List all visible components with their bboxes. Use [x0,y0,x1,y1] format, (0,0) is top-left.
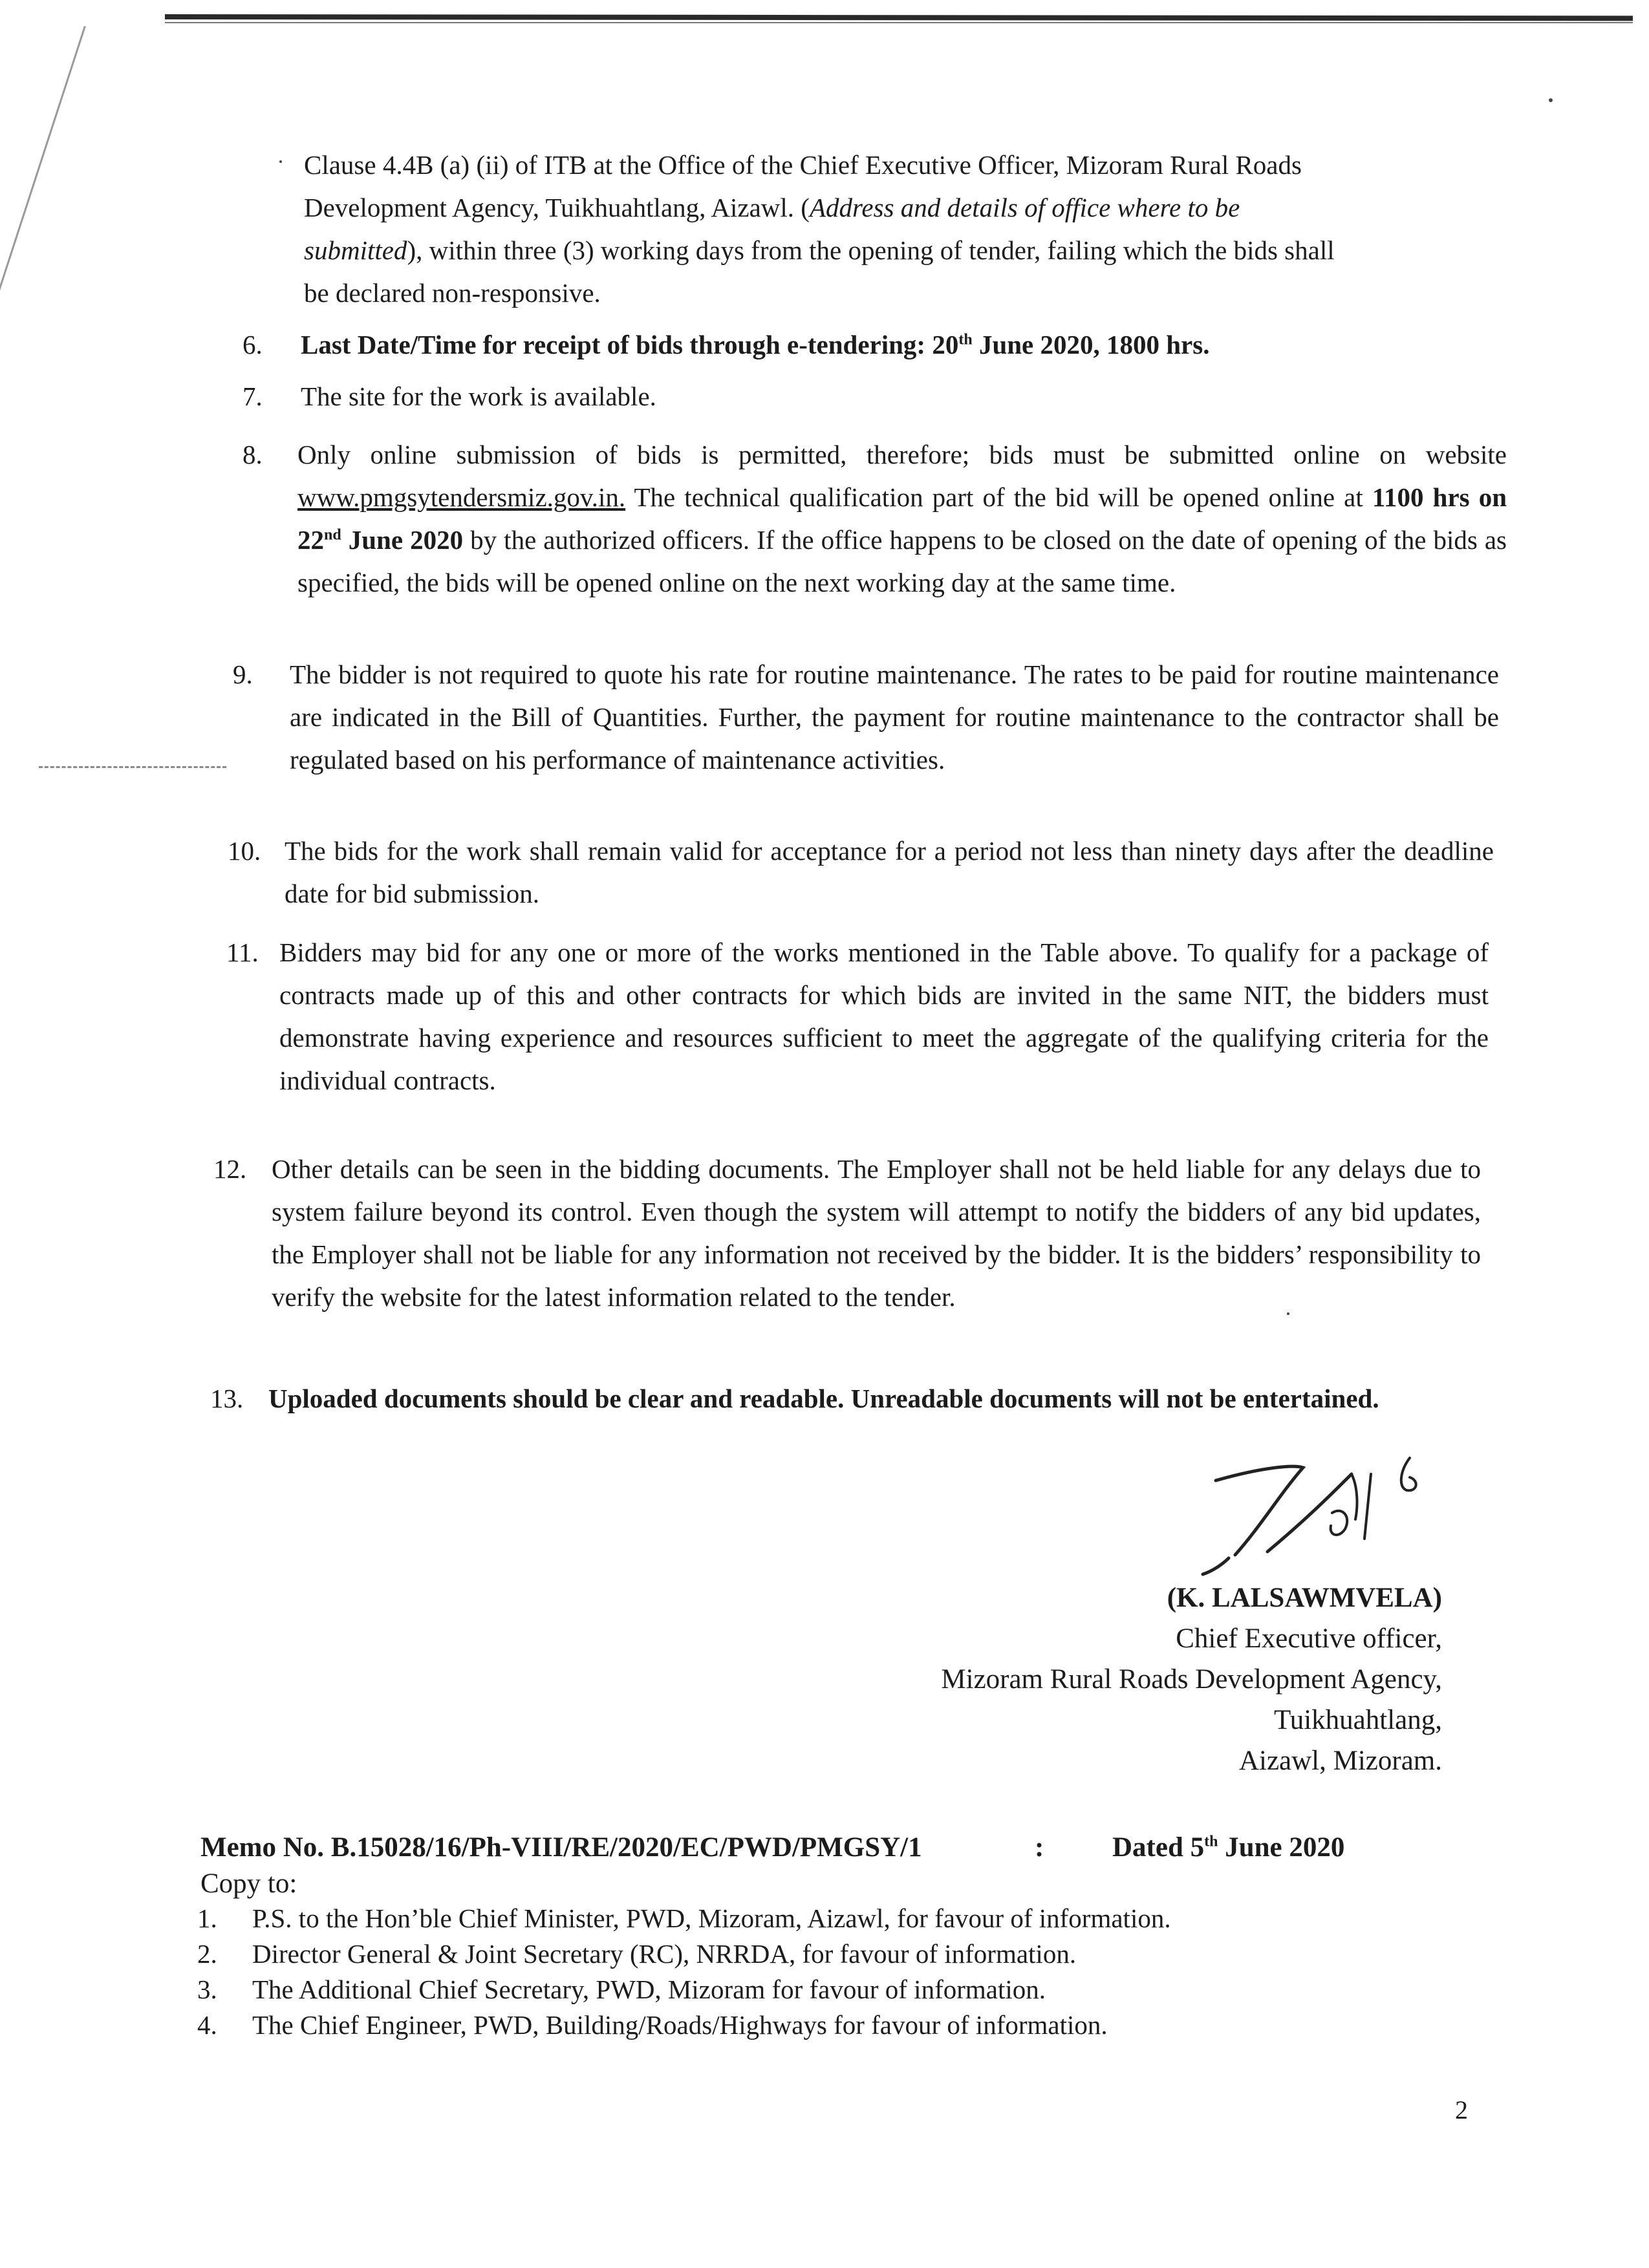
item-8-text [297,433,1507,604]
list-item [197,1936,1426,1972]
intro-line-4: be declared non-responsive. [304,278,601,308]
list-item [197,1972,1426,2007]
memo-date-sup: th [1204,1833,1218,1850]
copy-text: Director General & Joint Secretary (RC), NRRDA, for favour of information. [252,1939,1077,1969]
scan-edge-line-secondary [165,22,1633,23]
scan-edge-line [165,14,1633,21]
page-number: 2 [1455,2095,1468,2124]
intro-paragraph [304,144,1513,314]
copy-number: 2. [197,1939,217,1969]
copy-list [197,1901,1426,2043]
item-6-bold-after: June 2020, 1800 hrs. [972,330,1210,359]
copy-text: The Additional Chief Secretary, PWD, Mizoram for favour of information. [252,1974,1046,2004]
item-number: 13. [210,1384,244,1413]
copy-text: P.S. to the Hon’ble Chief Minister, PWD, Mizoram, Aizawl, for favour of information. [252,1903,1171,1933]
memo-date-prefix: Dated 5 [1112,1832,1205,1863]
item-number: 10. [228,836,261,866]
scan-dash-mark [39,766,226,768]
item-number: 8. [242,440,263,469]
memo-date-suffix: June 2020 [1218,1832,1345,1863]
item-8-sup: nd [324,526,341,544]
memo-date [1112,1830,1344,1866]
item-8-bold-a: 1100 hrs on 22 [297,482,1507,555]
list-item [197,2007,1426,2043]
item-8-bold-b: June 2020 [341,525,464,555]
signatory-designation: Chief Executive officer, [1176,1623,1442,1654]
intro-line-2-italic: Address and details of office where to be [809,193,1240,222]
item-9-text: The bidder is not required to quote his rate for routine maintenance. The rates to be paid for routine maintenance are indicated in the Bill of Quantities. Further, the payment for routine maintenance to the contractor shall be regulated based on his performance of maintenance activities. [290,659,1499,775]
item-number: 6. [242,330,263,359]
signatory-block [666,1578,1442,1781]
copy-text: The Chief Engineer, PWD, Building/Roads/Highways for favour of information. [252,2010,1108,2040]
item-6-bold: Last Date/Time for receipt of bids through e-tendering: 20 [301,330,959,359]
item-7-text: The site for the work is available. [301,381,656,411]
memo-number: Memo No. B.15028/16/Ph-VIII/RE/2020/EC/PWD/PMGSY/1 [200,1832,922,1863]
item-number: 9. [233,659,253,689]
signatory-name: (K. LALSAWMVELA) [1167,1583,1442,1613]
item-13-text: Uploaded documents should be clear and readable. Unreadable documents will not be entertained. [268,1384,1379,1413]
item-8-text-c: by the authorized officers. If the office happens to be closed on the date of opening of the bids as specified, the bids will be opened online on the next working day at the same time. [297,525,1507,597]
item-10-text: The bids for the work shall remain valid for acceptance for a period not less than ninety days after the deadline date for bid submission. [285,836,1494,908]
item-12-text: Other details can be seen in the bidding documents. The Employer shall not be held liable for any delays due to system failure beyond its control. Even though the system will attempt to notify the bidders of any bid updates, the Employer shall not be liable for any information not received by the bidder. It is the bidders’ responsibility to verify the website for the latest information related to the tender. [272,1154,1481,1312]
copy-number: 3. [197,1974,217,2004]
scan-speck [1549,98,1553,102]
intro-line-1: Clause 4.4B (a) (ii) of ITB at the Office of the Chief Executive Officer, Mizoram Rural Roads [304,150,1302,180]
item-8-text-a: Only online submission of bids is permitted, therefore; bids must be submitted online on website [297,440,1507,469]
item-number: 11. [226,937,259,967]
memo-separator: : [1035,1832,1044,1863]
item-number: 7. [242,381,263,411]
copy-to-label: Copy to: [200,1868,297,1899]
scan-fold-line [0,26,86,371]
intro-line-2: Development Agency, Tuikhuahtlang, Aizawl. ( [304,193,810,222]
signatory-place-1: Tuikhuahtlang, [1273,1705,1442,1735]
memo-block [200,1830,1429,1902]
signatory-organization: Mizoram Rural Roads Development Agency, [941,1664,1442,1695]
copy-number: 4. [197,2010,217,2040]
item-8-text-b: The technical qualification part of the bid will be opened online at [625,482,1372,512]
tender-website-link[interactable]: www.pmgsytendersmiz.gov.in. [297,482,626,512]
item-11-text: Bidders may bid for any one or more of the works mentioned in the Table above. To qualify for a package of contracts made up of this and other contracts for which bids are invited in the same NIT, the bidders must demonstrate having experience and resources sufficient to meet the aggregate of the qualifying criteria for the individual contracts. [279,937,1489,1095]
signature-image [1164,1442,1474,1590]
item-6-sup: th [958,331,973,348]
intro-line-3: ), within three (3) working days from the opening of tender, failing which the bids shall [407,235,1335,265]
intro-line-3-italic: submitted [304,235,407,265]
list-item [197,1901,1426,1936]
signatory-place-2: Aizawl, Mizoram. [1238,1746,1442,1776]
copy-number: 1. [197,1903,217,1933]
item-number: 12. [213,1154,247,1184]
item-6-text [301,323,1510,366]
scan-speck [279,160,282,163]
